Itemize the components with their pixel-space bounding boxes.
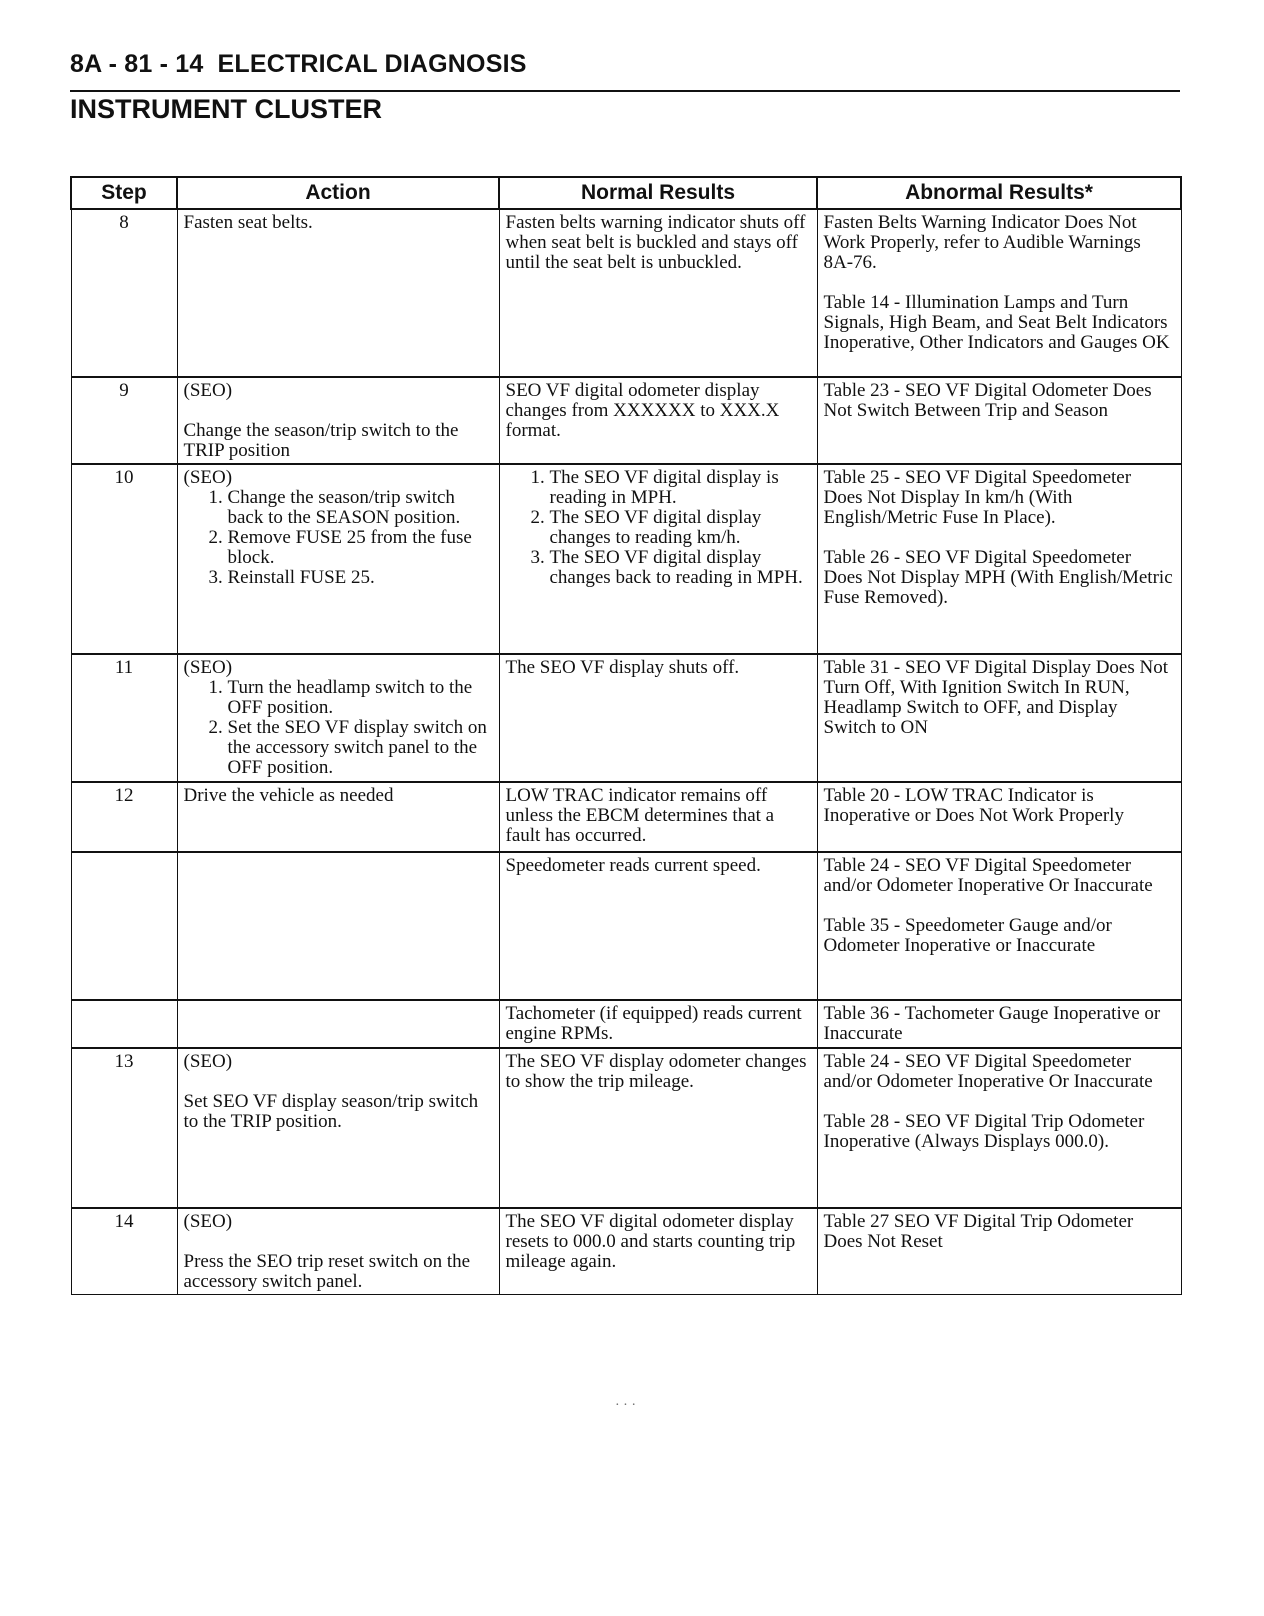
- step-number: 14: [114, 1211, 134, 1232]
- column-header-abnormal: Abnormal Results*: [817, 177, 1181, 209]
- action-cell: [177, 377, 499, 464]
- action-list-item: 2. Remove FUSE 25 from the fuse block.: [228, 528, 493, 568]
- abnormal-result-text: Table 31 - SEO VF Digital Display Does Not Turn Off, With Ignition Switch In RUN, Headlamp Switch to OFF, and Display Switch to ON: [823, 657, 1169, 738]
- table-row: [71, 654, 1181, 782]
- normal-result-text: The SEO VF display shuts off.: [505, 657, 740, 678]
- normal-result-list-item: 3. The SEO VF digital display changes back to reading in MPH.: [550, 548, 811, 588]
- step-cell: [71, 1048, 177, 1208]
- column-header-step: Step: [71, 177, 177, 209]
- step-cell: [71, 464, 177, 654]
- action-cell: [177, 782, 499, 852]
- action-cell: [177, 852, 499, 1000]
- table-row: [71, 464, 1181, 654]
- action-text: (SEO): [183, 1211, 233, 1232]
- action-text: (SEO): [183, 1051, 233, 1072]
- scan-mark: · · ·: [615, 1398, 636, 1413]
- normal-results-cell: [499, 1000, 817, 1048]
- action-list-item: 3. Reinstall FUSE 25.: [228, 568, 493, 588]
- section-title: ELECTRICAL DIAGNOSIS: [217, 50, 527, 78]
- column-header-action: Action: [177, 177, 499, 209]
- normal-results-cell: [499, 1048, 817, 1208]
- abnormal-result-text: Table 36 - Tachometer Gauge Inoperative or Inaccurate: [823, 1003, 1161, 1044]
- action-text: Drive the vehicle as needed: [183, 785, 394, 806]
- step-number: 9: [119, 380, 129, 401]
- abnormal-results-cell: [817, 654, 1181, 782]
- diagnosis-table: [70, 176, 1182, 1295]
- normal-result-text: Fasten belts warning indicator shuts off when seat belt is buckled and stays off until the seat belt is unbuckled.: [505, 212, 806, 273]
- abnormal-results-cell: [817, 1048, 1181, 1208]
- action-list-item: 1. Turn the headlamp switch to the OFF position.: [228, 678, 493, 718]
- normal-result-list-item: 2. The SEO VF digital display changes to reading km/h.: [550, 508, 811, 548]
- abnormal-results-cell: [817, 377, 1181, 464]
- action-text: Press the SEO trip reset switch on the accessory switch panel.: [183, 1251, 471, 1292]
- page-header: [70, 50, 527, 79]
- action-text: (SEO): [183, 467, 233, 488]
- normal-result-text: The SEO VF display odometer changes to show the trip mileage.: [505, 1051, 807, 1092]
- normal-result-list: [506, 468, 811, 588]
- step-number: 11: [114, 657, 134, 678]
- step-cell: [71, 209, 177, 377]
- action-text: (SEO): [183, 657, 233, 678]
- step-cell: [71, 1000, 177, 1048]
- normal-result-text: The SEO VF digital odometer display resets to 000.0 and starts counting trip mileage again.: [505, 1211, 796, 1272]
- normal-results-cell: [499, 654, 817, 782]
- column-header-normal: Normal Results: [499, 177, 817, 209]
- step-number: 13: [114, 1051, 134, 1072]
- normal-results-cell: [499, 464, 817, 654]
- abnormal-results-cell: [817, 464, 1181, 654]
- abnormal-results-cell: [817, 1000, 1181, 1048]
- action-text: Set SEO VF display season/trip switch to the TRIP position.: [183, 1091, 479, 1132]
- normal-results-cell: [499, 852, 817, 1000]
- abnormal-result-text: Table 35 - Speedometer Gauge and/or Odometer Inoperative or Inaccurate: [823, 915, 1112, 956]
- abnormal-results-cell: [817, 209, 1181, 377]
- table-row: [71, 377, 1181, 464]
- action-text: Fasten seat belts.: [183, 212, 313, 233]
- abnormal-results-cell: [817, 1208, 1181, 1295]
- abnormal-results-cell: [817, 782, 1181, 852]
- action-cell: [177, 209, 499, 377]
- normal-result-list-item: 1. The SEO VF digital display is reading in MPH.: [550, 468, 811, 508]
- abnormal-result-text: Fasten Belts Warning Indicator Does Not Work Properly, refer to Audible Warnings 8A-76.: [823, 212, 1141, 273]
- table-body: [71, 209, 1181, 1295]
- abnormal-results-cell: [817, 852, 1181, 1000]
- normal-result-text: LOW TRAC indicator remains off unless the EBCM determines that a fault has occurred.: [505, 785, 775, 846]
- action-cell: [177, 1000, 499, 1048]
- action-list: [184, 488, 493, 588]
- normal-results-cell: [499, 782, 817, 852]
- abnormal-result-text: Table 25 - SEO VF Digital Speedometer Does Not Display In km/h (With English/Metric Fuse In Place).: [823, 467, 1132, 528]
- header-rule: [70, 90, 1180, 92]
- normal-result-text: SEO VF digital odometer display changes from XXXXXX to XXX.X format.: [505, 380, 780, 441]
- normal-result-text: Speedometer reads current speed.: [505, 855, 761, 876]
- table-row: [71, 1208, 1181, 1295]
- abnormal-result-text: Table 24 - SEO VF Digital Speedometer and/or Odometer Inoperative Or Inaccurate: [823, 1051, 1153, 1092]
- action-text: (SEO): [183, 380, 233, 401]
- abnormal-result-text: Table 26 - SEO VF Digital Speedometer Does Not Display MPH (With English/Metric Fuse Removed).: [823, 547, 1173, 608]
- table-row: [71, 1000, 1181, 1048]
- table-row: [71, 209, 1181, 377]
- table-row: [71, 852, 1181, 1000]
- abnormal-result-text: Table 28 - SEO VF Digital Trip Odometer Inoperative (Always Displays 000.0).: [823, 1111, 1145, 1152]
- normal-results-cell: [499, 1208, 817, 1295]
- abnormal-result-text: Table 24 - SEO VF Digital Speedometer and/or Odometer Inoperative Or Inaccurate: [823, 855, 1153, 896]
- action-cell: [177, 464, 499, 654]
- abnormal-result-text: Table 27 SEO VF Digital Trip Odometer Does Not Reset: [823, 1211, 1134, 1252]
- table-row: [71, 1048, 1181, 1208]
- table-header-row: [71, 177, 1181, 209]
- step-cell: [71, 377, 177, 464]
- step-number: 12: [114, 785, 134, 806]
- step-cell: [71, 1208, 177, 1295]
- normal-results-cell: [499, 209, 817, 377]
- abnormal-result-text: Table 14 - Illumination Lamps and Turn Signals, High Beam, and Seat Belt Indicators Inoperative, Other Indicators and Gauges OK: [823, 292, 1170, 353]
- action-list-item: 1. Change the season/trip switch back to the SEASON position.: [228, 488, 493, 528]
- normal-results-cell: [499, 377, 817, 464]
- abnormal-result-text: Table 23 - SEO VF Digital Odometer Does Not Switch Between Trip and Season: [823, 380, 1152, 421]
- step-number: 8: [119, 212, 129, 233]
- action-list-item: 2. Set the SEO VF display switch on the accessory switch panel to the OFF position.: [228, 718, 493, 778]
- step-cell: [71, 782, 177, 852]
- action-cell: [177, 654, 499, 782]
- action-cell: [177, 1208, 499, 1295]
- table-row: [71, 782, 1181, 852]
- step-cell: [71, 852, 177, 1000]
- action-cell: [177, 1048, 499, 1208]
- step-cell: [71, 654, 177, 782]
- page-code: 8A - 81 - 14: [70, 50, 204, 78]
- abnormal-result-text: Table 20 - LOW TRAC Indicator is Inoperative or Does Not Work Properly: [823, 785, 1124, 826]
- action-list: [184, 678, 493, 778]
- normal-result-text: Tachometer (if equipped) reads current engine RPMs.: [505, 1003, 802, 1044]
- page-subtitle: INSTRUMENT CLUSTER: [70, 94, 382, 124]
- step-number: 10: [114, 467, 134, 488]
- action-text: Change the season/trip switch to the TRIP position: [183, 420, 459, 461]
